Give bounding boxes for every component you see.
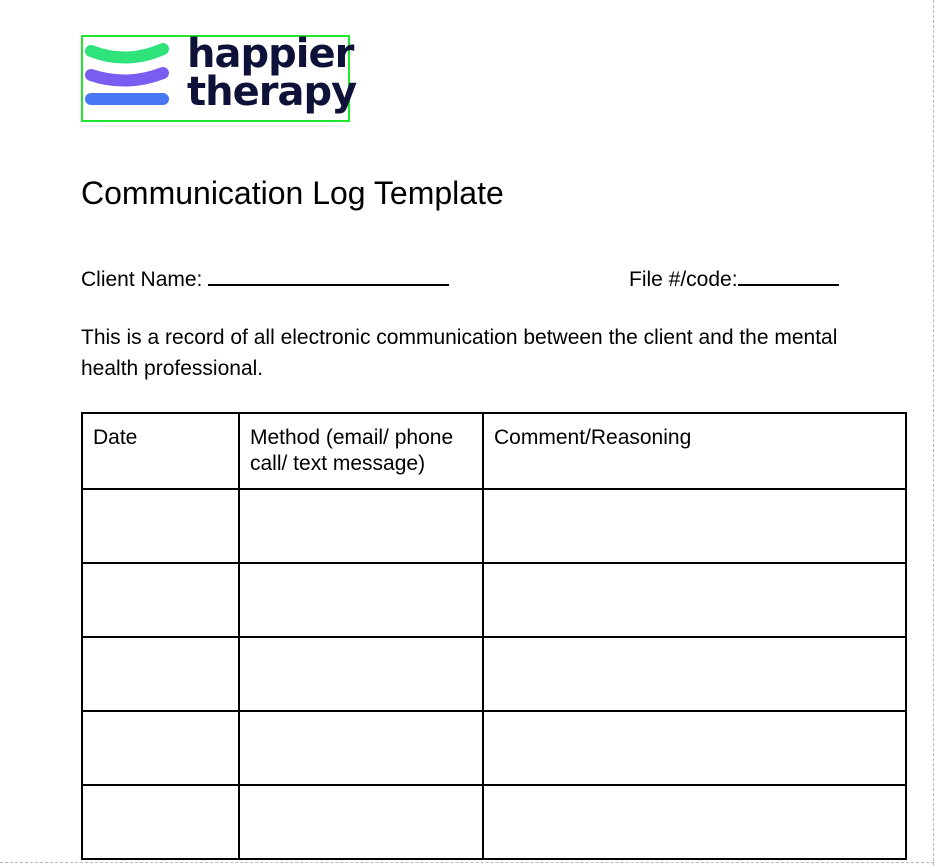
table-row (82, 637, 906, 711)
table-cell[interactable] (239, 563, 483, 637)
page-break (0, 862, 934, 863)
column-header-comment: Comment/Reasoning (483, 413, 906, 489)
file-code-blank[interactable] (738, 264, 839, 286)
column-header-date: Date (82, 413, 239, 489)
table-cell[interactable] (82, 785, 239, 859)
description-paragraph: This is a record of all electronic communication between the client and the mental health professional. (81, 326, 838, 380)
table-cell[interactable] (483, 489, 906, 563)
logo-stripes-icon (83, 37, 183, 120)
table-cell[interactable] (239, 637, 483, 711)
table-cell[interactable] (82, 637, 239, 711)
table-cell[interactable] (82, 563, 239, 637)
page-title: Communication Log Template (81, 175, 504, 211)
file-code-label: File #/code: (629, 268, 738, 291)
logo-line-2: therapy (187, 69, 357, 115)
client-name-label: Client Name: (81, 268, 203, 291)
table-cell[interactable] (82, 489, 239, 563)
page-edge (933, 0, 934, 866)
table-header-row (82, 413, 906, 489)
table-cell[interactable] (483, 711, 906, 785)
table-cell[interactable] (483, 637, 906, 711)
client-name-blank[interactable] (208, 264, 449, 286)
client-name-field (81, 264, 449, 293)
communication-log-table (81, 412, 907, 860)
logo-wordmark (187, 31, 357, 115)
file-code-field (629, 264, 839, 293)
table-cell[interactable] (239, 785, 483, 859)
table-row (82, 489, 906, 563)
table-cell[interactable] (483, 785, 906, 859)
table-cell[interactable] (483, 563, 906, 637)
table-row (82, 785, 906, 859)
logo-line-1: happier (187, 31, 354, 77)
column-header-method: Method (email/ phone call/ text message) (239, 413, 483, 489)
table-row (82, 711, 906, 785)
table-cell[interactable] (82, 711, 239, 785)
table-cell[interactable] (239, 711, 483, 785)
table-row (82, 563, 906, 637)
table-cell[interactable] (239, 489, 483, 563)
happier-therapy-logo (81, 31, 357, 122)
